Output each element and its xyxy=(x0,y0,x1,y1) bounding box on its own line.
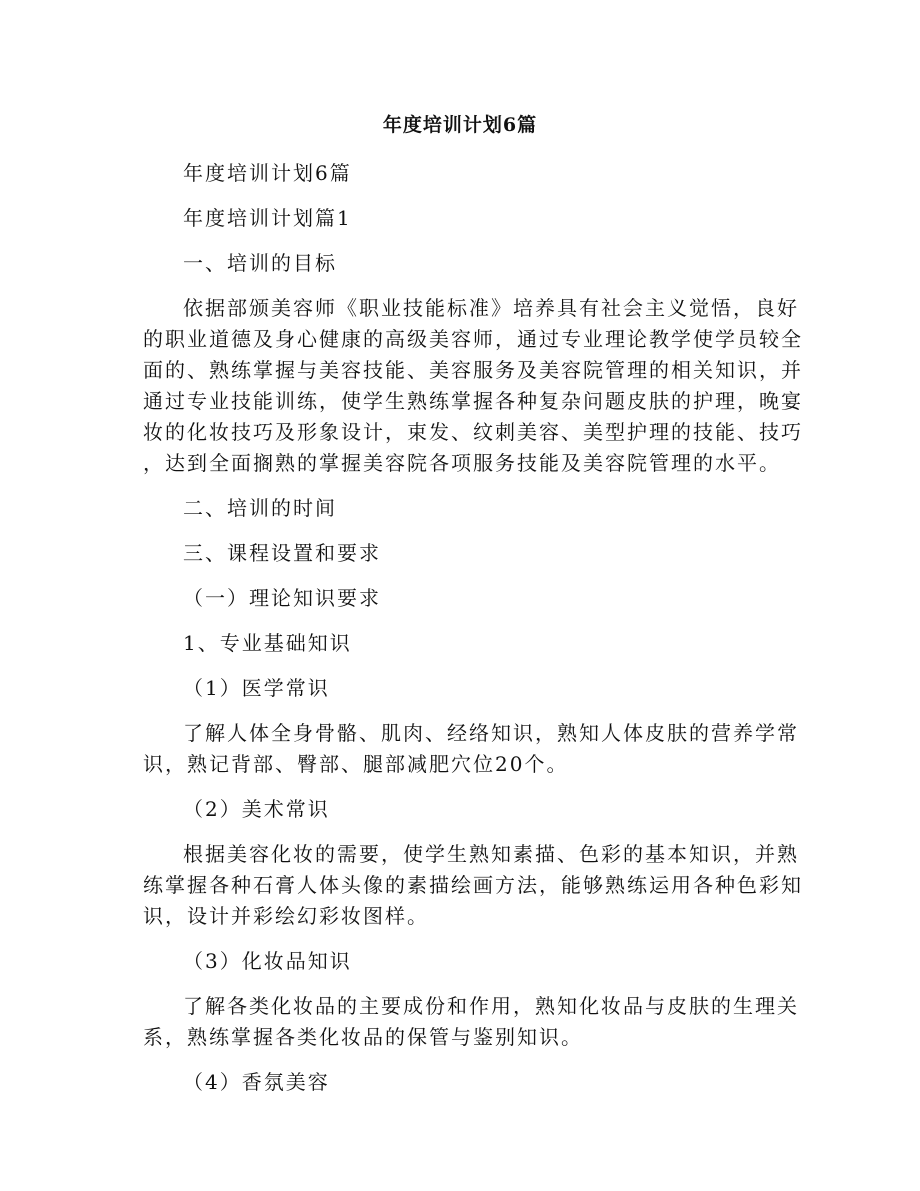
document-body xyxy=(143,158,803,1112)
heading xyxy=(143,583,803,614)
heading xyxy=(143,628,803,659)
paragraph xyxy=(143,718,803,780)
document-title: 年度培训计划6篇 xyxy=(382,114,538,136)
text-line: 年度培训计划篇1 xyxy=(183,206,352,230)
text-line: 1、专业基础知识 xyxy=(183,631,352,655)
text-line: 面的、熟练掌握与美容技能、美容服务及美容院管理的相关知识，并 xyxy=(143,358,803,382)
text-line: 的职业道德及身心健康的高级美容师，通过专业理论教学使学员较全 xyxy=(143,327,803,351)
text-line: （2）美术常识 xyxy=(183,797,330,821)
paragraph xyxy=(143,839,803,932)
text-line: 根据美容化妆的需要，使学生熟知素描、色彩的基本知识，并熟 xyxy=(183,842,799,866)
heading xyxy=(143,1067,803,1098)
text-line: （4）香氛美容 xyxy=(183,1070,330,1094)
text-line: 一、培训的目标 xyxy=(183,251,337,275)
heading xyxy=(143,673,803,704)
text-line: 了解人体全身骨骼、肌肉、经络知识，熟知人体皮肤的营养学常 xyxy=(183,721,799,745)
text-line: ，达到全面搁熟的掌握美容院各项服务技能及美容院管理的水平。 xyxy=(143,451,781,475)
text-line: 识，设计并彩绘幻彩妆图样。 xyxy=(143,904,429,928)
text-line: 三、课程设置和要求 xyxy=(183,541,381,565)
text-line: 了解各类化妆品的主要成份和作用，熟知化妆品与皮肤的生理关 xyxy=(183,994,799,1018)
text-line: 依据部颁美容师《职业技能标准》培养具有社会主义觉悟，良好 xyxy=(183,296,799,320)
paragraph xyxy=(143,991,803,1053)
text-line: （一）理论知识要求 xyxy=(183,586,381,610)
text-line: （3）化妆品知识 xyxy=(183,949,352,973)
text-line: 练掌握各种石膏人体头像的素描绘画方法，能够熟练运用各种色彩知 xyxy=(143,873,803,897)
heading xyxy=(143,946,803,977)
heading xyxy=(143,794,803,825)
heading xyxy=(143,493,803,524)
heading xyxy=(143,248,803,279)
heading xyxy=(143,158,803,189)
text-line: 年度培训计划6篇 xyxy=(183,161,352,185)
text-line: 识，熟记背部、臀部、腿部减肥穴位20个。 xyxy=(143,752,569,776)
text-line: （1）医学常识 xyxy=(183,676,330,700)
heading xyxy=(143,203,803,234)
text-line: 妆的化妆技巧及形象设计，束发、纹刺美容、美型护理的技能、技巧 xyxy=(143,420,803,444)
paragraph xyxy=(143,293,803,479)
text-line: 二、培训的时间 xyxy=(183,496,337,520)
text-line: 系，熟练掌握各类化妆品的保管与鉴别知识。 xyxy=(143,1025,583,1049)
heading xyxy=(143,538,803,569)
text-line: 通过专业技能训练，使学生熟练掌握各种复杂问题皮肤的护理，晚宴 xyxy=(143,389,803,413)
